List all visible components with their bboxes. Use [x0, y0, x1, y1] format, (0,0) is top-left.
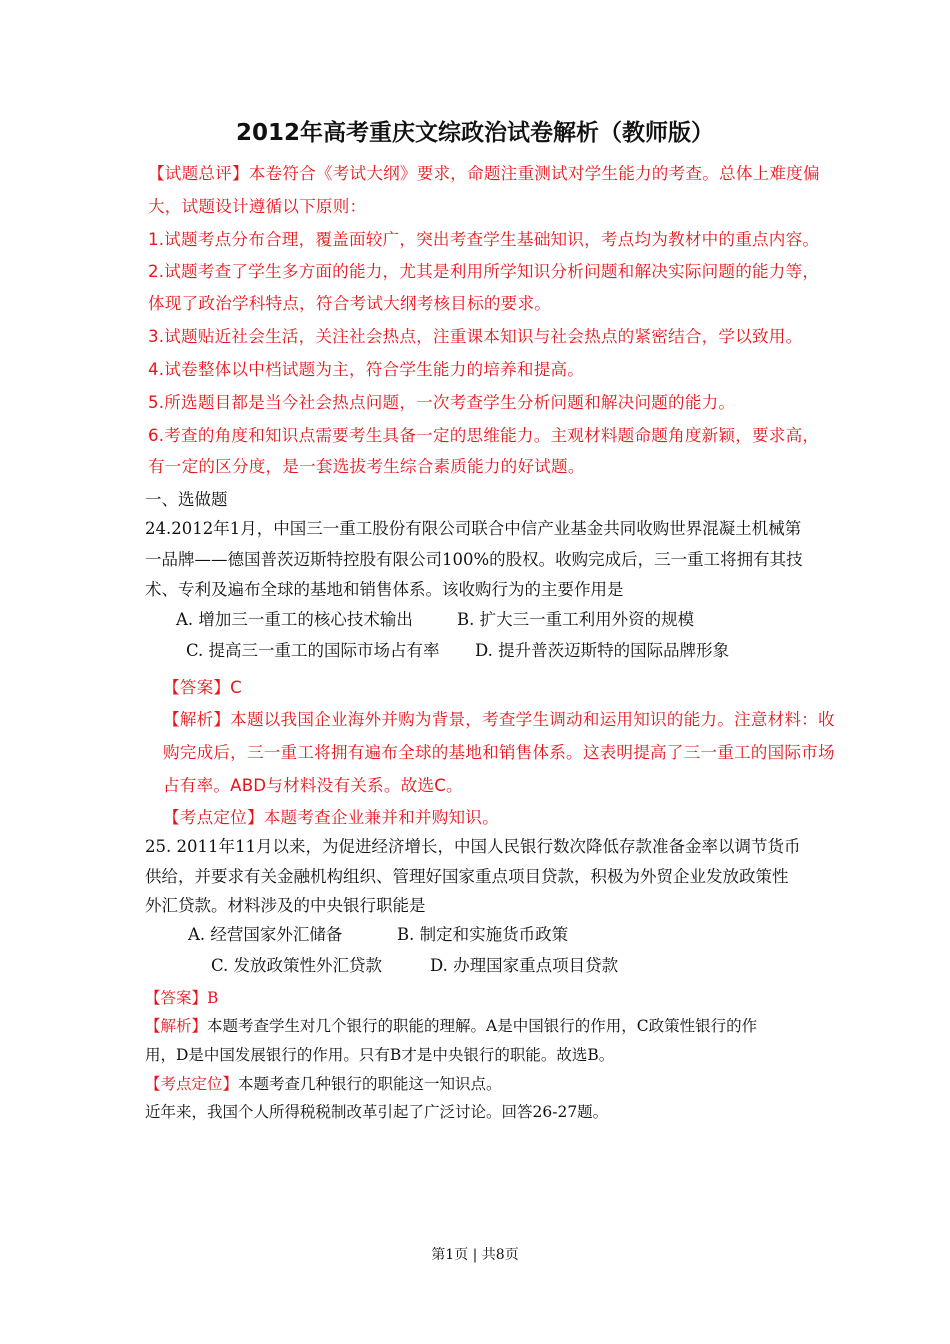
page-footer: 第1页 | 共8页 [431, 1247, 519, 1263]
q24-analysis: 购完成后，三一重工将拥有遍布全球的基地和销售体系。这表明提高了三一重工的国际市场 [163, 743, 835, 762]
review-line: 体现了政治学科特点，符合考试大纲考核目标的要求。 [148, 294, 552, 313]
q24-option-c: C. 提高三一重工的国际市场占有率 [186, 641, 440, 660]
q24-stem: 一品牌——德国普茨迈斯特控股有限公司100%的股权。收购完成后，三一重工将拥有其技 [145, 550, 803, 569]
review-line: 3.试题贴近社会生活，关注社会热点，注重课本知识与社会热点的紧密结合，学以致用。 [148, 327, 803, 346]
review-line: 4.试卷整体以中档试题为主，符合学生能力的培养和提高。 [148, 360, 585, 379]
q24-stem: 24.2012年1月，中国三一重工股份有限公司联合中信产业基金共同收购世界混凝土机械第 [145, 519, 802, 538]
q25-stem: 外汇贷款。材料涉及的中央银行职能是 [145, 896, 426, 915]
review-line: 5.所选题目都是当今社会热点问题，一次考查学生分析问题和解决问题的能力。 [148, 393, 736, 412]
q24-point: 【考点定位】本题考查企业兼并和并购知识。 [163, 808, 499, 827]
q25-analysis: 【解析】本题考查学生对几个银行的职能的理解。A是中国银行的作用，C政策性银行的作 [145, 1017, 758, 1035]
review-line: 大，试题设计遵循以下原则： [148, 197, 367, 216]
q25-point: 【考点定位】本题考查几种银行的职能这一知识点。 [145, 1075, 502, 1093]
q25-option-d: D. 办理国家重点项目贷款 [430, 956, 619, 975]
q25-option-b: B. 制定和实施货币政策 [397, 925, 569, 944]
q24-option-d: D. 提升普茨迈斯特的国际品牌形象 [475, 641, 730, 660]
q25-analysis: 用，D是中国发展银行的作用。只有B才是中央银行的职能。故选B。 [145, 1046, 615, 1064]
q24-option-b: B. 扩大三一重工利用外资的规模 [457, 610, 695, 629]
section-heading: 一、选做题 [145, 490, 228, 509]
review-line: 【试题总评】本卷符合《考试大纲》要求，命题注重测试对学生能力的考查。总体上难度偏 [148, 164, 820, 183]
q24-analysis: 【解析】本题以我国企业海外并购为背景，考查学生调动和运用知识的能力。注意材料：收 [163, 710, 835, 729]
review-line: 2.试题考查了学生多方面的能力，尤其是利用所学知识分析问题和解决实际问题的能力等， [148, 262, 820, 281]
q24-option-a: A. 增加三一重工的核心技术输出 [176, 610, 413, 629]
page-title: 2012年高考重庆文综政治试卷解析（教师版） [235, 120, 714, 146]
q25-stem: 25. 2011年11月以来，为促进经济增长，中国人民银行数次降低存款准备金率以调节货币 [145, 837, 801, 856]
review-line: 1.试题考点分布合理，覆盖面较广，突出考查学生基础知识，考点均为教材中的重点内容。 [148, 230, 820, 249]
review-line: 有一定的区分度，是一套选拔考生综合素质能力的好试题。 [148, 457, 585, 476]
q24-answer: 【答案】C [163, 678, 242, 697]
q24-analysis: 占有率。ABD与材料没有关系。故选C。 [163, 776, 463, 795]
intro-26-27: 近年来，我国个人所得税税制改革引起了广泛讨论。回答26-27题。 [145, 1103, 609, 1121]
q25-answer: 【答案】B [145, 989, 219, 1007]
q25-option-c: C. 发放政策性外汇贷款 [211, 956, 383, 975]
q24-stem: 术、专利及遍布全球的基地和销售体系。该收购行为的主要作用是 [145, 580, 624, 599]
q25-stem: 供给，并要求有关金融机构组织、管理好国家重点项目贷款，积极为外贸企业发放政策性 [145, 867, 789, 886]
q25-option-a: A. 经营国家外汇储备 [188, 925, 343, 944]
review-line: 6.考查的角度和知识点需要考生具备一定的思维能力。主观材料题命题角度新颖，要求高， [148, 426, 820, 445]
